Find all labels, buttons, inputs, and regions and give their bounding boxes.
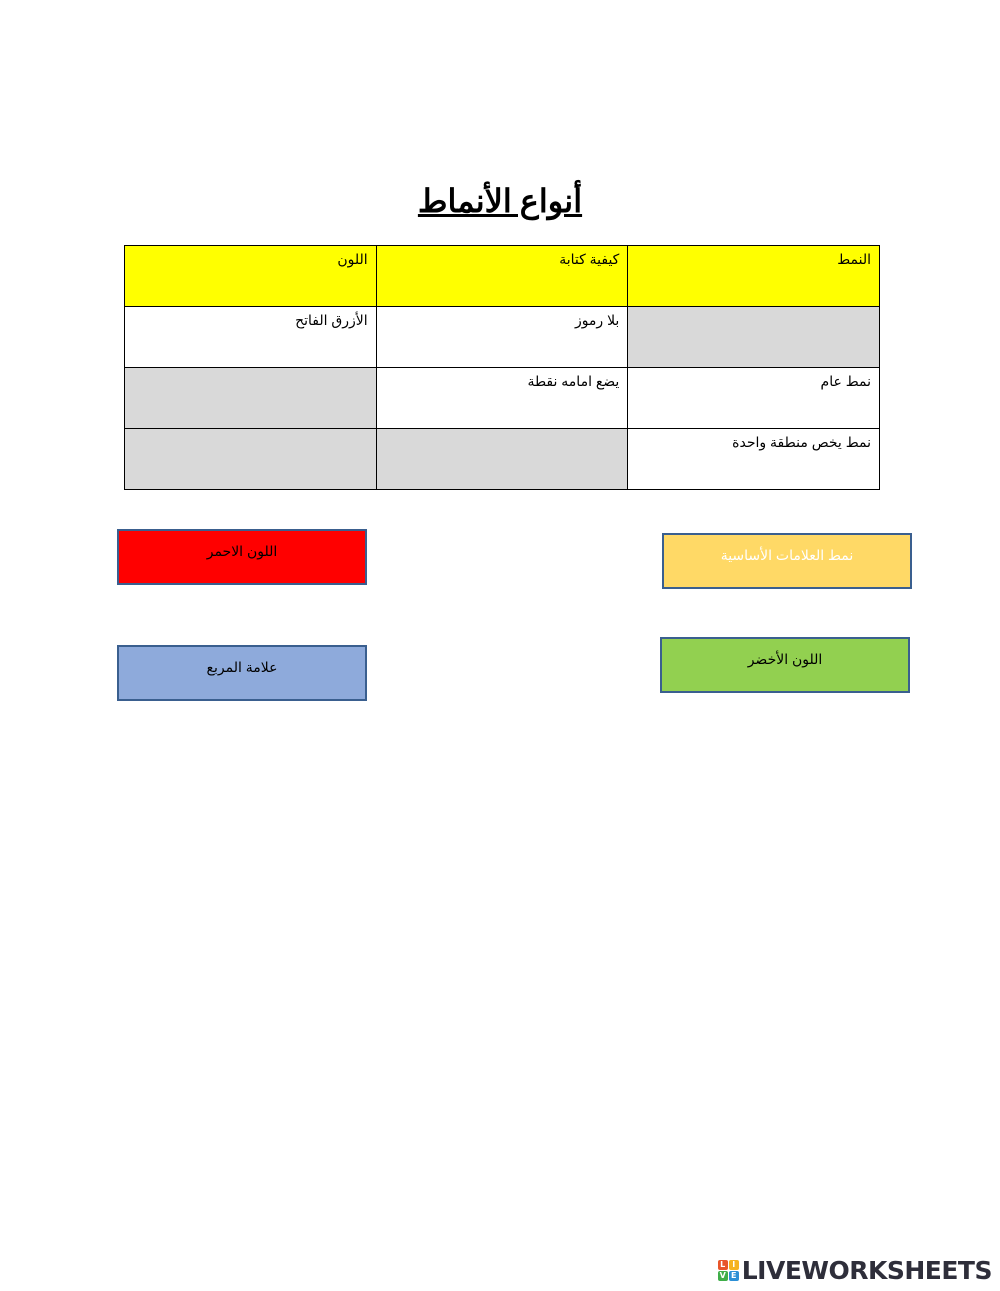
liveworksheets-brand [718,1254,992,1286]
table-cell: نمط يخص منطقة واحدة [628,429,880,490]
tile-label: علامة المربع [206,659,278,675]
draggable-tile-square-mark[interactable] [117,645,367,701]
drop-slot[interactable] [125,429,377,490]
page-title: أنواع الأنماط [417,183,583,219]
table-cell: الأزرق الفاتح [125,307,377,368]
table-header-row [125,246,880,307]
header-writing: كيفية كتابة [376,246,628,307]
drop-slot[interactable] [376,429,628,490]
drop-slot[interactable] [628,307,880,368]
draggable-tile-green-color[interactable] [660,637,910,693]
draggable-tile-red-color[interactable] [117,529,367,585]
draggable-tile-basic-marks-pattern[interactable] [662,533,912,589]
header-pattern: النمط [628,246,880,307]
table-row [125,368,880,429]
tile-label: اللون الأخضر [747,651,823,667]
table-cell: نمط عام [628,368,880,429]
header-color: اللون [125,246,377,307]
tile-label: نمط العلامات الأساسية [720,547,854,563]
liveworksheets-logo-icon: L I V E [718,1260,739,1281]
table-cell: يضع امامه نقطة [376,368,628,429]
drop-slot[interactable] [125,368,377,429]
tile-label: اللون الاحمر [206,543,278,559]
table-cell: بلا رموز [376,307,628,368]
table-row [125,429,880,490]
brand-name: LIVEWORKSHEETS [741,1255,992,1285]
patterns-table [124,245,880,490]
table-row [125,307,880,368]
